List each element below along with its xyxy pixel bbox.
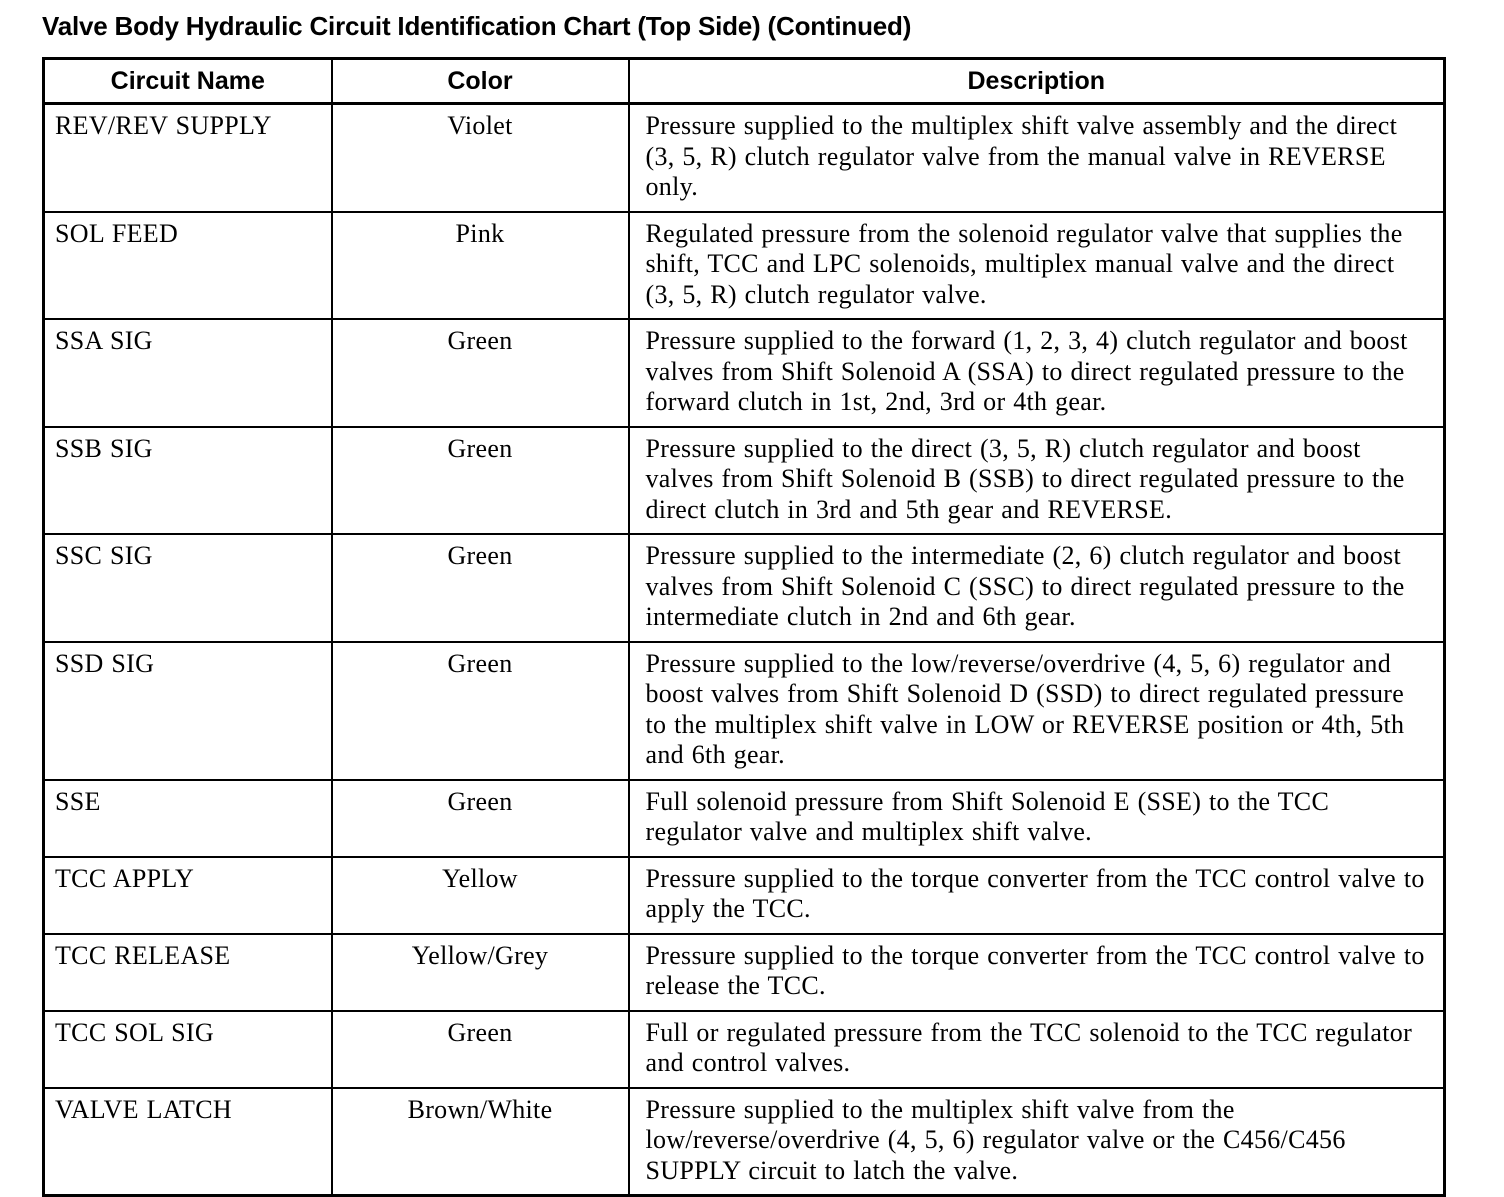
table-row (44, 534, 1445, 642)
description-cell: Pressure supplied to the intermediate (2, 6) clutch regulator and boost valves from Shift Solenoid C (SSC) to direct regulated pressure to the intermediate clutch in 2nd and 6th gear. (629, 534, 1445, 642)
table-row (44, 857, 1445, 934)
table-row (44, 934, 1445, 1011)
circuit-name-cell: SOL FEED (44, 212, 332, 320)
color-cell: Yellow/Grey (332, 934, 629, 1011)
circuit-name-cell: SSC SIG (44, 534, 332, 642)
table-row (44, 780, 1445, 857)
circuit-name-cell: SSB SIG (44, 427, 332, 535)
circuit-name-cell: SSD SIG (44, 642, 332, 780)
table-row (44, 104, 1445, 212)
page-title: Valve Body Hydraulic Circuit Identification Chart (Top Side) (Continued) (42, 11, 912, 41)
table-row (44, 427, 1445, 535)
table-row (44, 319, 1445, 427)
color-cell: Brown/White (332, 1088, 629, 1196)
color-cell: Green (332, 780, 629, 857)
circuit-name-cell: TCC APPLY (44, 857, 332, 934)
description-cell: Pressure supplied to the forward (1, 2, 3, 4) clutch regulator and boost valves from Shift Solenoid A (SSA) to direct regulated pressure to the forward clutch in 1st, 2nd, 3rd or 4th gear. (629, 319, 1445, 427)
color-cell: Green (332, 319, 629, 427)
header-description: Description (629, 59, 1445, 104)
circuit-name-cell: TCC SOL SIG (44, 1011, 332, 1088)
color-cell: Pink (332, 212, 629, 320)
header-color: Color (332, 59, 629, 104)
table-row (44, 642, 1445, 780)
circuit-name-cell: TCC RELEASE (44, 934, 332, 1011)
circuit-name-cell: REV/REV SUPPLY (44, 104, 332, 212)
description-cell: Full solenoid pressure from Shift Solenoid E (SSE) to the TCC regulator valve and multiplex shift valve. (629, 780, 1445, 857)
color-cell: Yellow (332, 857, 629, 934)
circuit-name-cell: VALVE LATCH (44, 1088, 332, 1196)
table-row (44, 1088, 1445, 1196)
description-cell: Pressure supplied to the low/reverse/overdrive (4, 5, 6) regulator and boost valves from Shift Solenoid D (SSD) to direct regulated pressure to the multiplex shift valve in LOW or REVERSE position or 4th, 5th and 6th gear. (629, 642, 1445, 780)
color-cell: Green (332, 1011, 629, 1088)
circuit-identification-table (42, 57, 1446, 1197)
description-cell: Pressure supplied to the multiplex shift valve from the low/reverse/overdrive (4, 5, 6) regulator valve or the C456/C456 SUPPLY circuit to latch the valve. (629, 1088, 1445, 1196)
description-cell: Regulated pressure from the solenoid regulator valve that supplies the shift, TCC and LPC solenoids, multiplex manual valve and the direct (3, 5, R) clutch regulator valve. (629, 212, 1445, 320)
description-cell: Pressure supplied to the multiplex shift valve assembly and the direct (3, 5, R) clutch regulator valve from the manual valve in REVERSE only. (629, 104, 1445, 212)
description-cell: Pressure supplied to the torque converter from the TCC control valve to apply the TCC. (629, 857, 1445, 934)
table-header-row (44, 59, 1445, 104)
color-cell: Green (332, 427, 629, 535)
description-cell: Full or regulated pressure from the TCC solenoid to the TCC regulator and control valves. (629, 1011, 1445, 1088)
circuit-name-cell: SSE (44, 780, 332, 857)
description-cell: Pressure supplied to the torque converter from the TCC control valve to release the TCC. (629, 934, 1445, 1011)
color-cell: Green (332, 534, 629, 642)
table-row (44, 1011, 1445, 1088)
color-cell: Violet (332, 104, 629, 212)
description-cell: Pressure supplied to the direct (3, 5, R) clutch regulator and boost valves from Shift Solenoid B (SSB) to direct regulated pressure to the direct clutch in 3rd and 5th gear and REVERSE. (629, 427, 1445, 535)
circuit-name-cell: SSA SIG (44, 319, 332, 427)
color-cell: Green (332, 642, 629, 780)
header-circuit-name: Circuit Name (44, 59, 332, 104)
table-row (44, 212, 1445, 320)
